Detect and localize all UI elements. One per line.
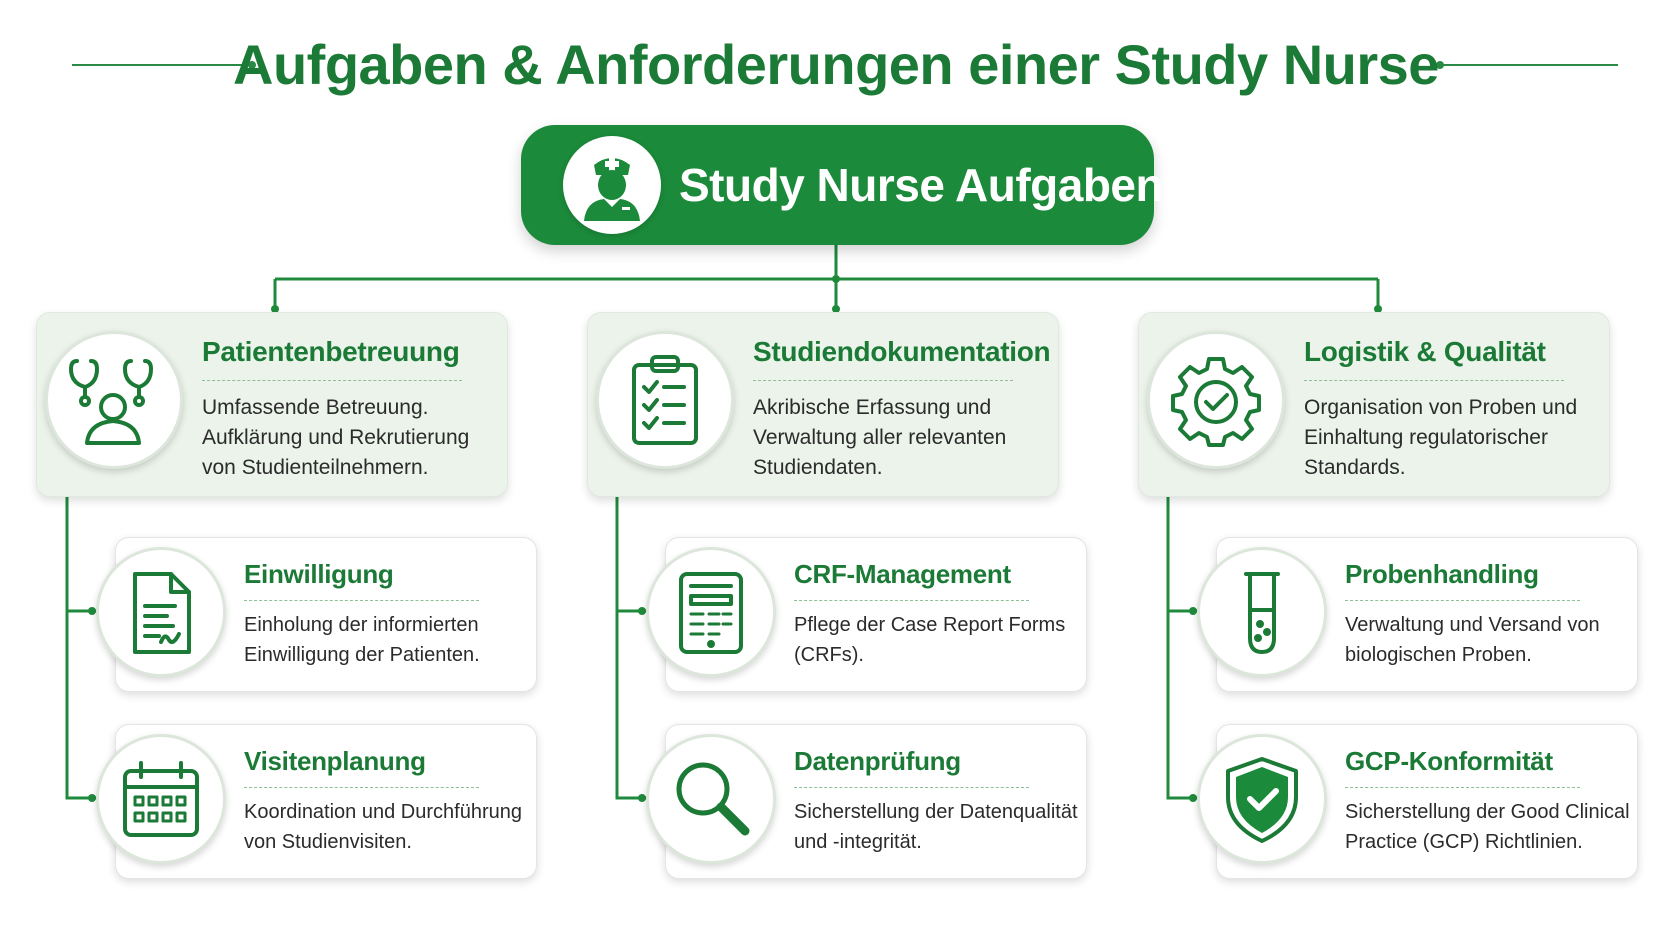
task-title: Einwilligung [244,559,394,589]
task-title: GCP-Konformität [1345,746,1553,776]
task-datenpruefung [665,724,1087,879]
calendar-icon [96,734,226,864]
shield-check-icon [1197,734,1327,864]
divider [202,380,462,381]
task-einwilligung [115,537,537,692]
divider [794,600,1029,601]
divider [753,380,1013,381]
category-title: Logistik & Qualität [1304,336,1546,367]
task-probenhandling [1216,537,1638,692]
task-title: Visitenplanung [244,746,426,776]
category-studiendokumentation [587,312,1059,497]
task-description: Einholung der informierten Einwilligung der Patienten. [244,614,480,666]
root-node [521,125,1164,245]
task-description: Pflege der Case Report Forms (CRFs). [794,614,1066,666]
stethoscope-patient-icon [45,331,183,469]
task-gcp-konformitaet [1216,724,1638,879]
form-tablet-icon [646,547,776,677]
task-visitenplanung [115,724,537,879]
task-title: CRF-Management [794,559,1011,589]
divider [1345,787,1580,788]
consent-document-icon [96,547,226,677]
divider [1304,380,1564,381]
category-title: Patientenbetreuung [202,336,460,367]
clipboard-checklist-icon [596,331,734,469]
divider [244,600,479,601]
category-title: Studiendokumentation [753,336,1051,367]
task-crf-management [665,537,1087,692]
task-description: Koordination und Durchführung von Studienvisiten. [244,801,522,853]
task-title: Probenhandling [1345,559,1539,589]
root-label: Study Nurse Aufgaben [679,159,1164,211]
divider [794,787,1029,788]
gear-check-icon [1147,331,1285,469]
divider [244,787,479,788]
category-description: Umfassende Betreuung. Aufklärung und Rekrutierung von Studienteilnehmern. [202,396,470,479]
nurse-icon [563,136,661,234]
category-logistik-qualitaet [1138,312,1610,497]
test-tube-icon [1197,547,1327,677]
category-patientenbetreuung [36,312,508,497]
task-title: Datenprüfung [794,746,961,776]
task-description: Verwaltung und Versand von biologischen Proben. [1345,614,1600,666]
task-description: Sicherstellung der Good Clinical Practice (GCP) Richtlinien. [1345,801,1630,853]
page-title: Aufgaben & Anforderungen einer Study Nurse [233,33,1439,96]
category-description: Organisation von Proben und Einhaltung regulatorischer Standards. [1304,396,1578,479]
task-description: Sicherstellung der Datenqualität und -integrität. [794,801,1078,853]
category-description: Akribische Erfassung und Verwaltung aller relevanten Studiendaten. [753,396,1007,479]
divider [1345,600,1580,601]
magnifier-icon [646,734,776,864]
